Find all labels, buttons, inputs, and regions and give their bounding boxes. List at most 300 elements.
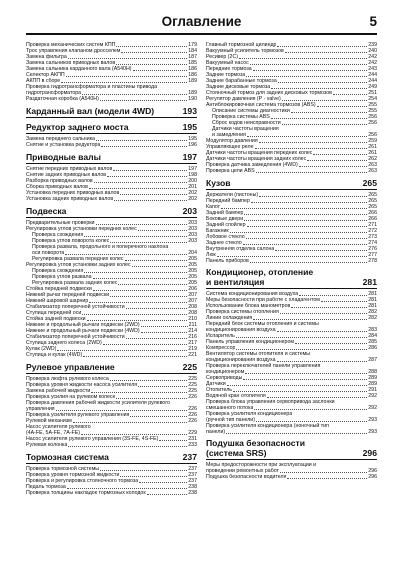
leader-dots: [259, 196, 367, 197]
entry-title: Задние тормоза: [206, 72, 246, 78]
entry-page: 207: [188, 292, 197, 298]
entry-title: кондиционирования воздуха: [206, 327, 276, 333]
entry-title: Лобовое стекло: [206, 234, 245, 240]
section-heading: [26, 105, 197, 118]
entry-title: Передний блок системы отопления и системы: [206, 321, 319, 327]
section-title-line: и вентиляция: [206, 277, 265, 287]
leader-dots: [253, 319, 367, 320]
leader-dots: [230, 232, 368, 233]
leader-dots: [83, 356, 187, 357]
leader-dots: [217, 256, 368, 257]
entry-title: Стойка передней подвески: [26, 286, 92, 292]
section-heading: [26, 121, 197, 134]
entry-page: 288: [368, 369, 377, 375]
entry-title: Проверка уровня тормозной жидкости: [26, 472, 120, 478]
leader-dots: [89, 302, 187, 303]
leader-dots: [256, 421, 367, 422]
page-number: 5: [369, 14, 377, 29]
entry-page: 203: [188, 238, 197, 244]
leader-dots: [271, 118, 367, 119]
entry-title: Проверка датчика замедления (4WD): [206, 162, 298, 168]
entry-title: Датчики частоты вращения передних колес: [206, 150, 313, 156]
leader-dots: [66, 76, 188, 77]
entry-page: 259: [368, 138, 377, 144]
entry-title: Педаль тормоза: [26, 484, 66, 490]
entry-page: 281: [368, 297, 377, 303]
section-title: Тормозная система: [26, 452, 109, 462]
section-heading: [206, 438, 377, 460]
leader-dots: [116, 64, 187, 65]
section-page: 237: [182, 452, 197, 462]
entry-page: 274: [368, 240, 377, 246]
entry-page: 262: [368, 156, 377, 162]
entry-title: Задний бампер: [206, 210, 244, 216]
entry-page: 202: [188, 190, 197, 196]
entry-page: 249: [368, 84, 377, 90]
entry-page: 277: [368, 252, 377, 258]
leader-dots: [285, 52, 367, 53]
entry-page: 263: [368, 162, 377, 168]
leader-dots: [313, 154, 367, 155]
leader-dots: [291, 112, 367, 113]
entry-page: 187: [188, 54, 197, 60]
entry-page: 219: [188, 346, 197, 352]
toc-entry: [26, 352, 197, 358]
entry-page: 233: [188, 442, 197, 448]
section-title: Кузов: [206, 178, 231, 188]
entry-page: 203: [188, 226, 197, 232]
leader-dots: [299, 295, 367, 296]
leader-dots: [82, 314, 187, 315]
entry-page: 189: [188, 78, 197, 84]
leader-dots: [250, 64, 368, 65]
toc-entry: [26, 96, 197, 102]
entry-title: Меры предосторожности при эксплуатации и: [206, 462, 317, 468]
entry-title: (ручной тип панели): [206, 417, 255, 423]
leader-dots: [277, 46, 367, 47]
entry-page: 205: [188, 274, 197, 280]
entry-page: 184: [188, 48, 197, 54]
leader-dots: [107, 176, 187, 177]
entry-title: Проверка цепи ABS: [206, 168, 255, 174]
entry-title: Проверка переключателей панели управления: [206, 363, 321, 369]
entry-page: 205: [188, 256, 197, 262]
leader-dots: [141, 332, 188, 333]
leader-dots: [116, 398, 187, 399]
entry-title-cont: гидротрансформатора: [26, 90, 82, 96]
entry-page: 207: [188, 298, 197, 304]
section-heading: [26, 361, 197, 374]
entry-title: Вакуумный насос: [206, 60, 249, 66]
entry-title: АКПП в сборе: [26, 78, 61, 84]
leader-dots: [68, 446, 187, 447]
leader-dots: [133, 70, 188, 71]
section-title-line: Подушка безопасности: [206, 438, 306, 448]
entry-page: 255: [368, 108, 377, 114]
leader-dots: [138, 230, 188, 231]
entry-title: Проверка давления рабочей жидкости усилителя рулевого: [26, 400, 170, 406]
toc-entry: [206, 168, 377, 174]
leader-dots: [96, 224, 188, 225]
leader-dots: [243, 379, 367, 380]
leader-dots: [280, 313, 367, 314]
leader-dots: [114, 200, 187, 201]
entry-page: 293: [368, 417, 377, 423]
entry-title: Проверка системы отопления: [206, 309, 279, 315]
entry-title: Задний спойлер: [206, 222, 246, 228]
entry-page: 293: [368, 429, 377, 435]
entry-page: 271: [368, 222, 377, 228]
entry-title: Держатели (пистоны): [206, 192, 259, 198]
entry-page: 226: [188, 406, 197, 412]
entry-title: Сборка приводных валов: [26, 184, 88, 190]
entry-title: Панель управления кондиционером: [206, 339, 294, 345]
leader-dots: [100, 470, 187, 471]
entry-title: Рулевой механизм: [26, 418, 72, 424]
entry-page: 237: [188, 472, 197, 478]
entry-title: Датчики частоты вращения задних колес: [206, 156, 307, 162]
leader-dots: [250, 262, 367, 263]
entry-page: 226: [188, 412, 197, 418]
leader-dots: [138, 386, 187, 387]
leader-dots: [282, 100, 367, 101]
section-page: 203: [182, 206, 197, 216]
leader-dots: [84, 236, 187, 237]
entry-title: Регулятор давления (P - valve): [206, 96, 281, 102]
entry-title: Проверка схождения: [32, 232, 84, 238]
entry-page: 201: [188, 184, 197, 190]
leader-dots: [259, 142, 368, 143]
leader-dots: [73, 422, 187, 423]
leader-dots: [82, 94, 187, 95]
leader-dots: [317, 106, 368, 107]
leader-dots: [100, 100, 187, 101]
entry-page: 185: [188, 60, 197, 66]
leader-dots: [120, 194, 187, 195]
section-title: Карданный вал (модели 4WD): [26, 106, 155, 116]
entry-page: 281: [368, 303, 377, 309]
page-title: Оглавление: [161, 14, 242, 29]
entry-title: оси поворота: [32, 250, 65, 256]
entry-title: Описание системы диагностики: [212, 108, 290, 114]
leader-dots: [68, 58, 187, 59]
leader-dots: [254, 409, 367, 410]
entry-page: 190: [188, 96, 197, 102]
entry-title: Главный тормозной цилиндр: [206, 42, 277, 48]
section-heading: [206, 267, 377, 289]
entry-page: 265: [368, 192, 377, 198]
entry-page: 292: [368, 405, 377, 411]
entry-page: 289: [368, 381, 377, 387]
entry-page: 214: [188, 328, 197, 334]
toc-entry: [26, 490, 197, 496]
entry-title: Кулак (2WD): [26, 346, 57, 352]
entry-page: 217: [188, 340, 197, 346]
entry-title: Передний бампер: [206, 198, 250, 204]
entry-page: 216: [188, 334, 197, 340]
leader-dots: [256, 172, 368, 173]
entry-page: 225: [188, 376, 197, 382]
leader-dots: [121, 52, 187, 53]
leader-dots: [89, 188, 187, 189]
entry-page: 286: [368, 345, 377, 351]
entry-page: 206: [188, 286, 197, 292]
leader-dots: [93, 290, 187, 291]
entry-title: Багажник: [206, 228, 229, 234]
entry-title: Задние дисковые тормоза: [206, 84, 271, 90]
entry-title: Стабилизатор поперечной устойчивости: [26, 334, 125, 340]
leader-dots: [103, 344, 187, 345]
entry-page: 287: [368, 357, 377, 363]
leader-dots: [65, 254, 187, 255]
entry-page: 265: [368, 204, 377, 210]
leader-dots: [110, 380, 187, 381]
entry-title: Стабилизатор поперечной устойчивости: [26, 304, 125, 310]
entry-title: Проверка и регулировка стояночного тормоза: [26, 478, 139, 484]
entry-page: 208: [188, 310, 197, 316]
entry-page: 266: [368, 216, 377, 222]
entry-page: 208: [188, 304, 197, 310]
entry-title: Проверка усилителя кондиционера (ноночный тип: [206, 423, 329, 429]
entry-title: Отопитель: [206, 387, 233, 393]
entry-title: Вакуумный усилитель тормозов: [206, 48, 284, 54]
leader-dots: [113, 170, 187, 171]
entry-title: Проверка тормозной системы: [26, 466, 100, 472]
entry-page: 261: [368, 150, 377, 156]
section-page: 265: [362, 178, 377, 188]
entry-page: 197: [188, 166, 197, 172]
leader-dots: [96, 140, 187, 141]
leader-dots: [81, 434, 187, 435]
entry-page: 195: [188, 136, 197, 142]
entry-page: 276: [368, 246, 377, 252]
entry-title: Проверка усилителя кондиционера: [206, 411, 293, 417]
toc-entry: [206, 474, 377, 480]
leader-dots: [110, 242, 187, 243]
toc-entry: [26, 142, 197, 148]
entry-page: 265: [368, 198, 377, 204]
entry-page: 203: [188, 232, 197, 238]
leader-dots: [333, 94, 367, 95]
entry-title: Замена рабочей жидкости: [26, 388, 91, 394]
entry-title: Капот: [206, 204, 221, 210]
header-divider: [26, 33, 377, 35]
leader-dots: [221, 208, 367, 209]
leader-dots: [246, 76, 367, 77]
entry-page: 283: [368, 327, 377, 333]
entry-page: 205: [188, 280, 197, 286]
leader-dots: [243, 244, 368, 245]
entry-title: Сброс кодов неисправности: [212, 120, 281, 126]
entry-page: 281: [368, 291, 377, 297]
entry-title: (4A-FE, 5A-FE, 7A-FE): [26, 430, 80, 436]
entry-title: Ступица и кулак (4WD): [26, 352, 83, 358]
entry-page: 225: [188, 388, 197, 394]
entry-page: 273: [368, 234, 377, 240]
entry-page: 202: [188, 196, 197, 202]
entry-page: 189: [188, 90, 197, 96]
entry-page: 278: [368, 258, 377, 264]
leader-dots: [87, 320, 188, 321]
leader-dots: [116, 46, 187, 47]
entry-title: Снятие передних приводных валов: [26, 166, 113, 172]
leader-dots: [295, 343, 367, 344]
entry-page: 221: [188, 352, 197, 358]
entry-page: 244: [368, 78, 377, 84]
entry-title: и замедления: [212, 132, 246, 138]
entry-title: Нижние и продольный рычаги подвески (2WD): [26, 322, 140, 328]
leader-dots: [239, 58, 367, 59]
entry-title: Использование блока манометров: [206, 303, 291, 309]
leader-dots: [245, 373, 367, 374]
entry-title: Замена сальника карданного вала (A540H): [26, 66, 132, 72]
leader-dots: [56, 410, 188, 411]
entry-page: 237: [188, 466, 197, 472]
leader-dots: [126, 338, 188, 339]
entry-page: 238: [188, 484, 197, 490]
section-page: 225: [182, 362, 197, 372]
entry-page: 282: [368, 309, 377, 315]
leader-dots: [247, 136, 367, 137]
entry-page: 291: [368, 387, 377, 393]
entry-title: Замена переднего сальника: [26, 136, 95, 142]
leader-dots: [251, 202, 367, 203]
entry-title: Датчики: [206, 381, 226, 387]
entry-title: Нижние и продольный рычаги подвески (4WD): [26, 328, 140, 334]
leader-dots: [236, 337, 367, 338]
leader-dots: [91, 392, 187, 393]
leader-dots: [271, 88, 367, 89]
leader-dots: [227, 385, 368, 386]
entry-page: 292: [368, 393, 377, 399]
entry-title: Проверка толщины накладок тормозных колодок: [26, 490, 146, 496]
leader-dots: [280, 472, 367, 473]
entry-title: Антиблокировочная система тормозов (ABS): [206, 102, 316, 108]
leader-dots: [147, 494, 188, 495]
leader-dots: [132, 266, 188, 267]
entry-page: 238: [188, 490, 197, 496]
entry-title: Проверка гидротрансформатора и пластины привода: [26, 84, 158, 90]
entry-page: 261: [368, 144, 377, 150]
entry-title: Рулевая колонка: [26, 442, 68, 448]
section-page: 296: [362, 448, 377, 458]
entry-title: Насос усилителя рулевого: [26, 424, 91, 430]
entry-page: 198: [188, 172, 197, 178]
leader-dots: [126, 308, 188, 309]
leader-dots: [67, 488, 187, 489]
entry-title: Замена сальников приводных валов: [26, 60, 116, 66]
entry-title: Внутренняя отделка салона: [206, 246, 275, 252]
leader-dots: [275, 250, 367, 251]
entry-page: 211: [188, 322, 197, 328]
entry-title: Снятие задних приводных валов: [26, 172, 107, 178]
leader-dots: [278, 82, 367, 83]
toc-column-left: [26, 42, 197, 496]
entry-title: Проверка уровня жидкости насоса усилителя: [26, 382, 138, 388]
leader-dots: [233, 391, 367, 392]
leader-dots: [299, 166, 367, 167]
section-page: 195: [182, 122, 197, 132]
entry-title: Модулятор давления: [206, 138, 258, 144]
leader-dots: [130, 416, 187, 417]
section-title: Редуктор заднего моста: [26, 122, 129, 132]
entry-title: Стойка задней подвески: [26, 316, 86, 322]
entry-page: 225: [188, 382, 197, 388]
entry-page: 226: [188, 418, 197, 424]
entry-title: кондиционирования воздуха: [206, 357, 276, 363]
entry-page: 256: [368, 132, 377, 138]
section-heading: [206, 177, 377, 190]
entry-title: Ресивер (2C): [206, 54, 238, 60]
entry-page: 186: [188, 72, 197, 78]
entry-title: Датчики частоты вращения: [212, 126, 279, 132]
entry-title: Меры безопасности при работе с хладагентом: [206, 297, 320, 303]
entry-title: Проверка развала, продольного и поперечного наклона: [32, 244, 169, 250]
leader-dots: [94, 182, 188, 183]
section-heading: [26, 151, 197, 164]
entry-title: Передние тормоза: [206, 66, 252, 72]
entry-title: Стояночный тормоз для задних дисковых тормозов: [206, 90, 332, 96]
entry-page: 231: [188, 436, 197, 442]
leader-dots: [226, 433, 367, 434]
entry-title: Проверка углов развала: [32, 274, 92, 280]
entry-title: Заднее стекло: [206, 240, 242, 246]
entry-page: 243: [368, 66, 377, 72]
entry-page: 210: [188, 316, 197, 322]
leader-dots: [267, 397, 367, 398]
section-title: Рулевое управление: [26, 362, 115, 372]
entry-title: Трос управления клапаном дросселем: [26, 48, 121, 54]
leader-dots: [244, 220, 367, 221]
entry-page: 239: [368, 42, 377, 48]
entry-title: Проверка усилия на рулевом колесе: [26, 394, 116, 400]
entry-title: Проверка механических систем КПП: [26, 42, 116, 48]
entry-page: 186: [188, 66, 197, 72]
entry-page: 255: [368, 102, 377, 108]
leader-dots: [247, 226, 368, 227]
entry-page: 242: [368, 54, 377, 60]
leader-dots: [255, 148, 368, 149]
toc-entry: [26, 196, 197, 202]
entry-title: смешанного потока: [206, 405, 254, 411]
leader-dots: [125, 260, 188, 261]
entry-title: Замена фильтра: [26, 54, 67, 60]
leader-dots: [282, 124, 367, 125]
leader-dots: [277, 331, 368, 332]
entry-page: 266: [368, 210, 377, 216]
entry-title: Регулировка развала передних колес: [32, 256, 124, 262]
entry-title: Нижний шаровой шарнир: [26, 298, 89, 304]
entry-title: Вентилятор системы отопителя и системы: [206, 351, 311, 357]
entry-title: Насос усилителя рулевого управления (3S-FE, 4S-FE): [26, 436, 159, 442]
leader-dots: [246, 238, 368, 239]
entry-title: Задние барабанные тормоза: [206, 78, 277, 84]
entry-page: 272: [368, 228, 377, 234]
entry-title: Люк: [206, 252, 216, 258]
entry-page: 285: [368, 339, 377, 345]
leader-dots: [236, 349, 367, 350]
entry-title: Система кондиционирования воздуха: [206, 291, 299, 297]
entry-page: 282: [368, 315, 377, 321]
leader-dots: [93, 278, 188, 279]
page-header: [26, 14, 377, 34]
entry-page: 256: [368, 114, 377, 120]
entry-title: Водяной кран отопителя: [206, 393, 266, 399]
leader-dots: [159, 440, 187, 441]
leader-dots: [139, 482, 187, 483]
entry-title: Проверка схождения: [32, 268, 84, 274]
entry-page: 296: [368, 474, 377, 480]
